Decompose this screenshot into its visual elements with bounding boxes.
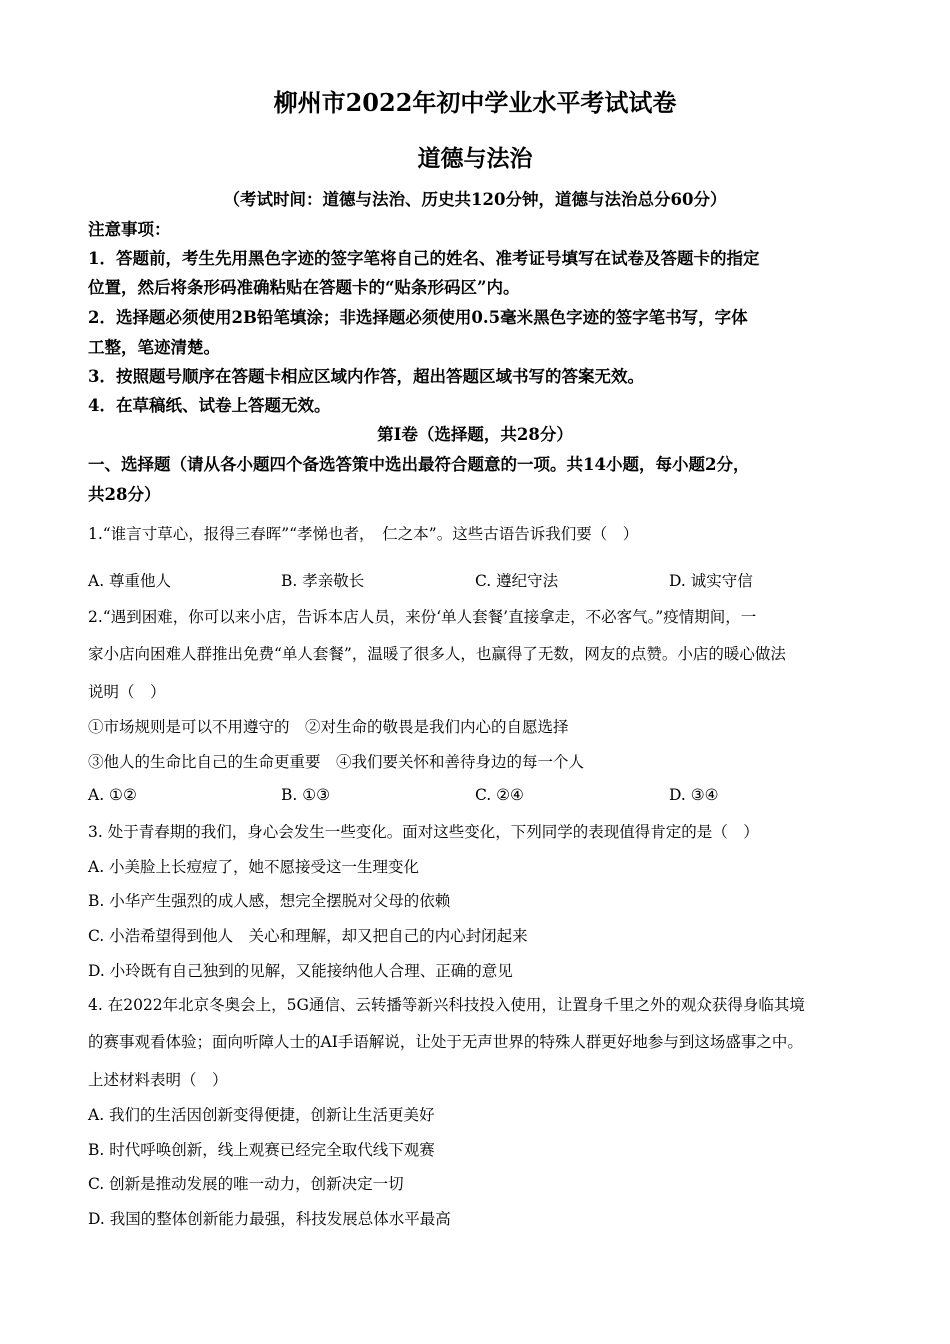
note-line: 4．在草稿纸、试卷上答题无效。 [88,396,331,415]
q4-option-b: B. 时代呼唤创新，线上观赛已经完全取代线下观赛 [88,1141,435,1159]
q3-option-d: D. 小玲既有自己独到的见解，又能接纳他人合理、正确的意见 [88,962,513,980]
q2-statement: ③他人的生命比自己的生命更重要 ④我们要关怀和善待身边的每一个人 [88,753,585,771]
note-line: 2．选择题必须使用2B铅笔填涂；非选择题必须使用0.5毫米黑色字迹的签字笔书写，字体 [88,308,748,327]
note-line: 1．答题前，考生先用黑色字迹的签字笔将自己的姓名、准考证号填写在试卷及答题卡的指定 [88,249,760,268]
q2-option-d: D. ③④ [669,786,719,804]
question-2-stem: 家小店向困难人群推出免费“单人套餐”，温暖了很多人，也赢得了无数，网友的点赞。小店的暖心做法 [88,645,786,663]
part-heading: 第Ⅰ卷（选择题，共28分） [377,425,573,444]
q4-option-d: D. 我国的整体创新能力最强，科技发展总体水平最高 [88,1210,451,1228]
question-2-stem: 说明（ ） [88,683,166,701]
question-4-stem: 4. 在2022年北京冬奥会上，5G通信、云转播等新兴科技投入使用，让置身千里之外的观众获得身临其境 [88,996,805,1014]
section-heading: 共28分） [88,485,161,504]
note-line: 3．按照题号顺序在答题卡相应区域内作答，超出答题区域书写的答案无效。 [88,367,644,386]
q3-option-c: C. 小浩希望得到他人 关心和理解，却又把自己的内心封闭起来 [88,927,528,945]
question-1-stem: 1.“谁言寸草心，报得三春晖”“孝悌也者， 仁之本”。这些古语告诉我们要（ ） [88,525,639,543]
notes-heading: 注意事项： [88,220,171,239]
exam-time: （考试时间：道德与法治、历史共120分钟，道德与法治总分60分） [223,190,727,209]
q3-option-b: B. 小华产生强烈的成人感，想完全摆脱对父母的依赖 [88,892,451,910]
note-line: 工整，笔迹清楚。 [88,338,220,357]
question-3-stem: 3. 处于青春期的我们，身心会发生一些变化。面对这些变化，下列同学的表现值得肯定的是（ ） [88,823,759,841]
exam-title: 柳州市2022年初中学业水平考试试卷 [273,88,677,117]
section-heading: 一、选择题（请从各小题四个备选答策中选出最符合题意的一项。共14小题，每小题2分， [88,455,750,474]
q1-option-d: D. 诚实守信 [669,572,753,590]
subject-title: 道德与法治 [417,145,533,172]
q1-option-a: A. 尊重他人 [88,572,172,590]
q2-option-c: C. ②④ [475,786,524,804]
note-line: 位置，然后将条形码准确粘贴在答题卡的“贴条形码区”内。 [88,278,520,297]
q4-option-a: A. 我们的生活因创新变得便捷，创新让生活更美好 [88,1106,435,1124]
q2-statement: ①市场规则是可以不用遵守的 ②对生命的敬畏是我们内心的自愿选择 [88,718,569,736]
q2-option-b: B. ①③ [281,786,331,804]
question-4-stem: 的赛事观看体验；面向听障人士的AI手语解说，让处于无声世界的特殊人群更好地参与到这场盛事之中。 [88,1033,803,1051]
q3-option-a: A. 小美脸上长痘痘了，她不愿接受这一生理变化 [88,858,420,876]
q1-option-b: B. 孝亲敬长 [281,572,365,590]
q1-option-c: C. 遵纪守法 [475,572,559,590]
question-2-stem: 2.“遇到困难，你可以来小店，告诉本店人员，来份‘单人套餐’直接拿走，不必客气。”疫情期间，一 [88,608,757,626]
q2-option-a: A. ①② [88,786,137,804]
question-4-stem: 上述材料表明（ ） [88,1071,228,1089]
q4-option-c: C. 创新是推动发展的唯一动力，创新决定一切 [88,1175,404,1193]
